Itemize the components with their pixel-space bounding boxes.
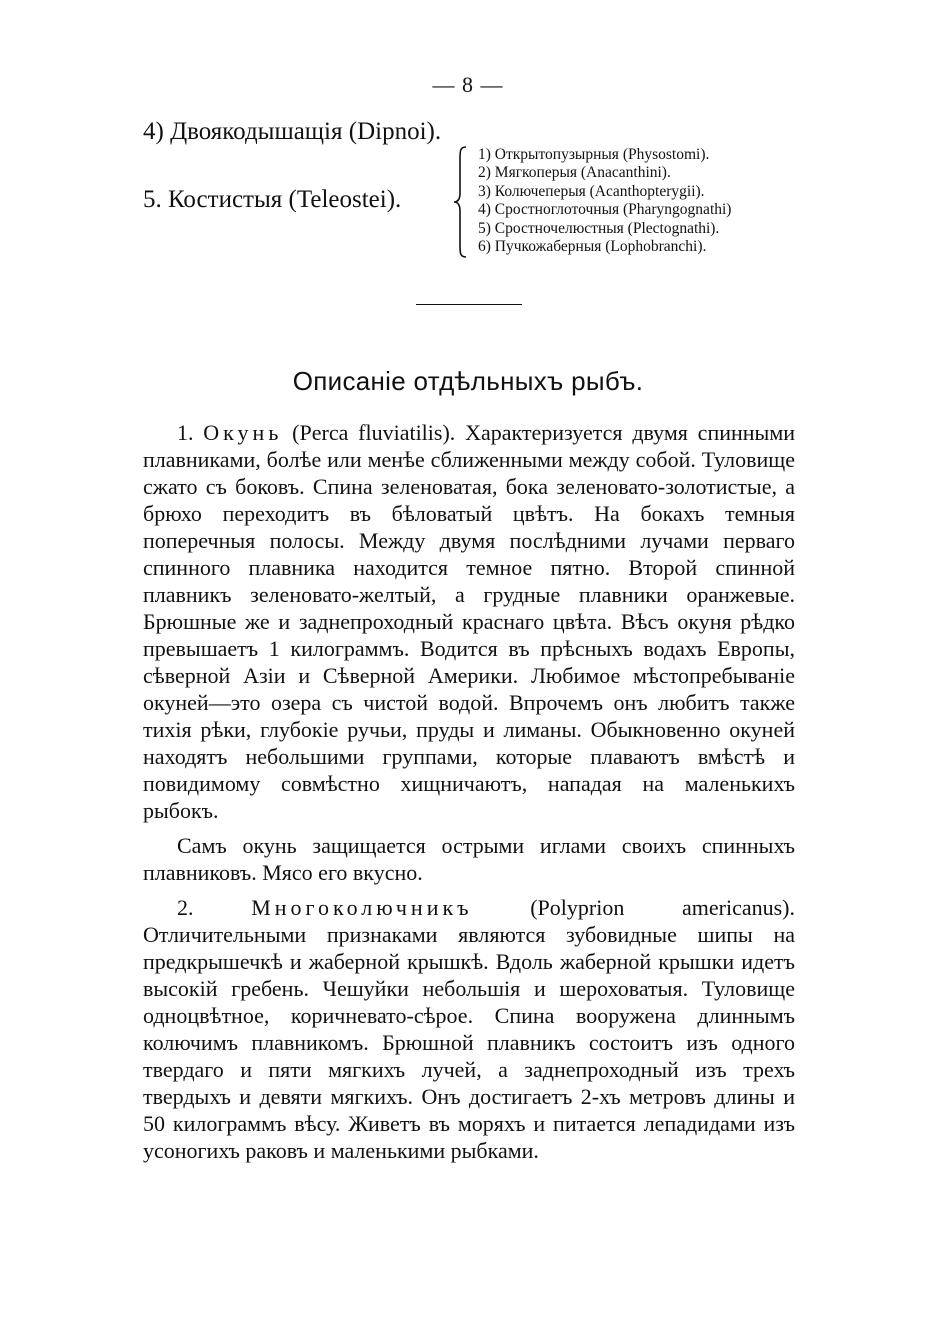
- fish-name: Окунь: [203, 420, 283, 445]
- class-dipnoi: 4) Двоякодышащія (Dipnoi).: [143, 118, 442, 145]
- order-item: 3) Колючеперыя (Acanthopterygii).: [478, 182, 705, 200]
- class-teleostei: 5. Костистыя (Teleostei).: [143, 186, 402, 213]
- entry-text: Отличительными признаками являются зубовидные шипы на предкрышечкѣ и жаберной крышкѣ. Вдоль жаберной крышки идетъ высокій гребень. Чешуйки небольшія и шероховатыя. Туловище одноцвѣтное, коричневато-сѣрое. Спина вооружена длиннымъ колючимъ плавникомъ. Брюшной плавникъ состоитъ изъ одного твердаго и пяти мягкихъ лучей, а заднепроходный изъ трехъ твердыхъ и девяти мягкихъ. Онъ достигаетъ 2-хъ метровъ длины и 50 килограммъ вѣсу. Живетъ въ моряхъ и питается лепадидами изъ усоногихъ раковъ и маленькими рыбками.: [143, 922, 795, 1163]
- order-item: 6) Пучкожаберныя (Lophobranchi).: [478, 238, 707, 256]
- page-number: — 8 —: [432, 72, 504, 97]
- latin-name: (Polyprion americanus).: [530, 895, 796, 920]
- curly-brace-icon: [452, 145, 468, 259]
- section-heading: Описаніе отдѣльныхъ рыбъ.: [292, 366, 644, 396]
- entry-number: 2.: [177, 895, 194, 920]
- entry-text: Характеризуется двумя спинными плавниками, болѣе или менѣе сближенными между собой. Туловище сжато съ боковъ. Спина зеленоватая, бока зеленовато-золотистые, а брюхо переходитъ въ бѣловатый цвѣтъ. На бокахъ темныя поперечныя полосы. Между двумя послѣдними лучами перваго спинного плавника находится темное пятно. Второй спинной плавникъ зеленовато-желтый, а грудные плавники оранжевые. Брюшные же и заднепроходный краснаго цвѣта. Вѣсъ окуня рѣдко превышаетъ 1 килограммъ. Водится въ прѣсныхъ водахъ Европы, сѣверной Азіи и Сѣверной Америки. Любимое мѣстопребываніе окуней—это озера съ чистой водой. Впрочемъ онъ любитъ также тихія рѣки, глубокіе ручьи, пруды и лиманы. Обыкновенно окуней находятъ небольшими группами, которые плаваютъ вмѣстѣ и повидимому совмѣстно хищничаютъ, нападая на маленькихъ рыбокъ.: [143, 420, 796, 823]
- section-divider: [416, 304, 522, 305]
- entry-perch: [143, 419, 795, 824]
- entry-text: Самъ окунь защищается острыми иглами своихъ спинныхъ плавниковъ. Мясо его вкусно.: [143, 833, 795, 885]
- entry-number: 1.: [177, 420, 194, 445]
- order-item: 2) Мягкоперыя (Anacanthini).: [478, 164, 671, 182]
- teleostei-orders-list: [478, 146, 731, 256]
- order-item: 1) Открытопузырныя (Physostomi).: [478, 146, 710, 163]
- fish-name: Многоколючникъ: [251, 895, 473, 920]
- entry-perch-continued: [143, 832, 795, 886]
- article-body: [143, 419, 795, 1172]
- order-item: 4) Сростноглоточныя (Pharyngognathi): [478, 201, 732, 219]
- latin-name: (Perca fluviatilis).: [292, 420, 456, 445]
- order-item: 5) Сростночелюстныя (Plectognathi).: [478, 219, 720, 237]
- entry-wreckfish: [143, 894, 795, 1164]
